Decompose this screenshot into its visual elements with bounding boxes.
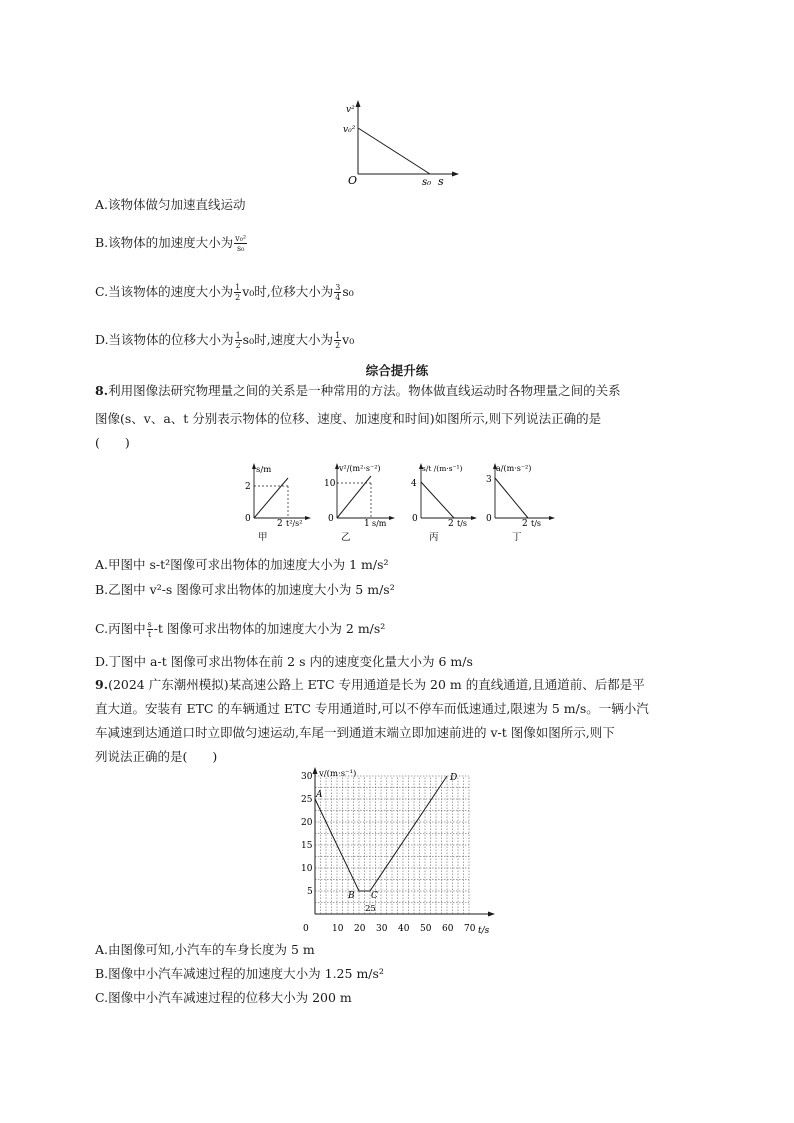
q9-x-tick-label: 50 — [420, 924, 432, 934]
q8-stem-line3: ( ) — [95, 435, 130, 450]
q9-y-tick-label: 20 — [301, 818, 313, 828]
q9-x-tick-label: 40 — [398, 924, 410, 934]
q8-yi-y-label: v²/(m²·s⁻²) — [339, 464, 381, 473]
q9-x-tick-label: 10 — [332, 924, 344, 934]
q8-yi-origin: 0 — [328, 514, 334, 524]
q8-yi-y-tick: 10 — [324, 479, 336, 489]
q9-number: 9. — [95, 677, 109, 692]
q8-option-d: D.丁图中 a-t 图像可求出物体在前 2 s 内的速度变化量大小为 6 m/s — [95, 654, 473, 669]
q8-stem-line1: 8.利用图像法研究物理量之间的关系是一种常用的方法。物体做直线运动时各物理量之间的关系 — [95, 383, 621, 398]
q8-option-b: B.乙图中 v²-s 图像可求出物体的加速度大小为 5 m/s² — [95, 582, 395, 597]
q8-jia-origin: 0 — [245, 514, 251, 524]
q9-y-tick-label: 25 — [301, 795, 313, 805]
q7-option-b — [95, 234, 248, 253]
q8-yi-data-line — [337, 476, 371, 518]
q9-stem-line1: 9.(2024 广东潮州模拟)某高速公路上 ETC 专用通道是长为 20 m 的直线通道,且通道前、后都是平 — [95, 677, 645, 692]
q9-y-tick-label: 15 — [301, 841, 313, 851]
q9-y-tick-label: 30 — [301, 772, 313, 782]
q9-x-tick-label: 30 — [376, 924, 388, 934]
q8-ding-origin: 0 — [486, 514, 492, 524]
q9-x-label: t/s — [478, 926, 490, 936]
q7-option-c-mid: v₀时,位移大小为 — [242, 284, 334, 299]
q9-option-c: C.图像中小汽车减速过程的位移大小为 200 m — [95, 990, 352, 1005]
q8-jia-caption: 甲 — [258, 532, 268, 543]
section-title: 综合提升练 — [365, 363, 429, 378]
q7-option-c-frac2: $\frac{3}{4}$ — [335, 283, 341, 302]
q9-option-a: A.由图像可知,小汽车的车身长度为 5 m — [95, 942, 315, 957]
q8-bing-x-label: t/s — [457, 519, 468, 528]
q7-option-b-text: B.该物体的加速度大小为 — [95, 235, 234, 250]
q7-option-c-text: C.当该物体的速度大小为 — [95, 284, 234, 299]
q7-option-d-mid: s₀时,速度大小为 — [242, 332, 334, 347]
q8-bing-x-tick: 2 — [448, 519, 454, 529]
q8-option-a: A.甲图中 s-t²图像可求出物体的加速度大小为 1 m/s² — [95, 557, 389, 572]
q8-option-c-post: -t 图像可求出物体的加速度大小为 2 m/s² — [153, 621, 386, 636]
q7-option-a: A.该物体做匀加速直线运动 — [95, 197, 246, 212]
fig7-y-label: v² — [346, 105, 355, 115]
q8-graph-bing — [411, 463, 477, 543]
q7-option-b-fraction: $\frac{\text{v₀²}}{\text{s₀}}$ — [235, 234, 247, 253]
q9-stem-line2: 直大道。安装有 ETC 的车辆通过 ETC 专用通道时,可以不停车而低速通过,限速为 5 m/s。一辆小汽 — [95, 701, 649, 716]
q8-bing-origin: 0 — [412, 514, 418, 524]
q7-option-c — [95, 283, 354, 302]
q9-c-tick-label: 25 — [365, 904, 376, 914]
q9-x-tick-label: 70 — [464, 924, 476, 934]
fig7-data-line — [358, 128, 430, 174]
q8-yi-x-tick: 1 — [364, 519, 370, 529]
q8-bing-y-tick: 4 — [411, 479, 417, 489]
q8-ding-x-tick: 2 — [522, 519, 528, 529]
q9-x-tick-label: 20 — [354, 924, 366, 934]
fig7-x-tick: s₀ — [422, 177, 432, 188]
q9-grid — [315, 776, 469, 914]
q9-x-tick-label: 60 — [442, 924, 454, 934]
q8-bing-caption: 丙 — [429, 532, 439, 543]
q7-option-d-frac2: $\frac{1}{2}$ — [335, 331, 341, 350]
fig7-v2-s-graph — [340, 98, 460, 190]
q8-bing-data-line — [421, 482, 454, 518]
q9-y-tick-label: 10 — [301, 864, 313, 874]
q8-number: 8. — [95, 383, 109, 398]
q8-bing-y-label: s/t /(m·s⁻¹) — [422, 464, 463, 473]
q8-graphs — [240, 458, 570, 546]
q8-ding-x-label: t/s — [531, 519, 542, 528]
fig7-origin: O — [348, 174, 358, 187]
q9-y-label: v/(m·s⁻¹) — [319, 769, 357, 779]
q8-ding-caption: 丁 — [512, 532, 522, 543]
q8-jia-y-label: s/m — [256, 465, 272, 475]
q8-graph-jia — [245, 463, 311, 543]
q8-option-c-fraction: $\frac{s}{t}$ — [147, 620, 152, 639]
q8-yi-caption: 乙 — [341, 532, 351, 543]
q9-y-tick-label: 5 — [307, 887, 313, 897]
q7-option-c-end: s₀ — [342, 284, 354, 299]
fig7-y-tick: v₀² — [343, 125, 356, 135]
q8-jia-x-tick: 2 — [277, 519, 283, 529]
q7-option-d — [95, 331, 354, 350]
q9-y-tick-label: 0 — [303, 924, 309, 934]
q7-option-c-frac1: $\frac{1}{2}$ — [235, 283, 241, 302]
q9-vt-graph — [293, 764, 503, 936]
q8-graph-yi — [324, 463, 395, 543]
q8-option-c — [95, 620, 385, 639]
q9-point-a-label: A — [316, 790, 323, 800]
q8-stem-line2: 图像(s、v、a、t 分别表示物体的位移、速度、加速度和时间)如图所示,则下列说法正确的是 — [95, 411, 602, 426]
q7-option-d-frac1: $\frac{1}{2}$ — [235, 331, 241, 350]
q7-option-d-text: D.当该物体的位移大小为 — [95, 332, 234, 347]
q9-option-b: B.图像中小汽车减速过程的加速度大小为 1.25 m/s² — [95, 966, 384, 981]
q8-ding-data-line — [495, 478, 528, 518]
q9-point-b-label: B — [348, 891, 355, 901]
fig7-x-label: s — [438, 175, 444, 188]
q8-graph-ding — [486, 463, 555, 543]
q9-stem-line4: 列说法正确的是( ) — [95, 749, 218, 764]
q8-jia-x-label: t²/s² — [286, 519, 303, 528]
q9-point-d-label: D — [450, 773, 458, 783]
q8-jia-y-tick: 2 — [245, 482, 251, 492]
q8-yi-x-label: s/m — [372, 519, 387, 528]
q8-jia-data-line — [254, 478, 288, 518]
q9-stem-line3: 车减速到达通道口时立即做匀速运动,车尾一到通道末端立即加速前进的 v-t 图像如图所示,则下 — [95, 725, 615, 740]
q8-ding-y-tick: 3 — [486, 475, 492, 485]
q8-ding-y-label: a/(m·s⁻²) — [496, 464, 532, 473]
q8-option-c-text: C.丙图中 — [95, 621, 146, 636]
q9-point-c-label: C — [371, 891, 378, 901]
q7-option-d-end: v₀ — [342, 332, 355, 347]
